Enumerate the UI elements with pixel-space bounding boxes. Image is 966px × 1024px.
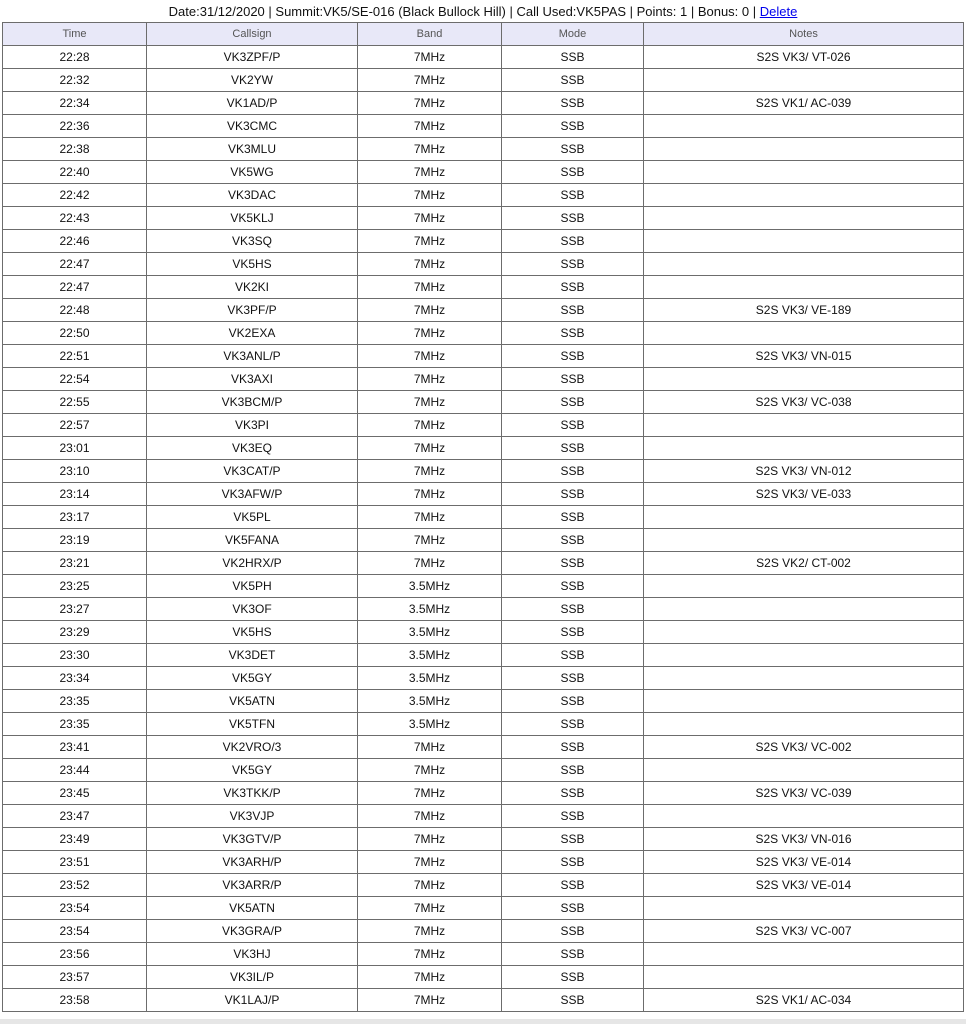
cell-mode: SSB	[502, 46, 644, 69]
cell-band: 7MHz	[358, 897, 502, 920]
cell-mode: SSB	[502, 575, 644, 598]
cell-notes	[644, 184, 964, 207]
column-header-band: Band	[358, 23, 502, 46]
cell-mode: SSB	[502, 851, 644, 874]
cell-mode: SSB	[502, 138, 644, 161]
cell-mode: SSB	[502, 529, 644, 552]
cell-time: 23:35	[3, 713, 147, 736]
cell-time: 23:21	[3, 552, 147, 575]
table-row	[3, 69, 964, 92]
cell-time: 22:50	[3, 322, 147, 345]
cell-callsign: VK5ATN	[147, 897, 358, 920]
table-header-row	[3, 23, 964, 46]
cell-notes	[644, 322, 964, 345]
cell-notes: S2S VK3/ VC-038	[644, 391, 964, 414]
cell-band: 7MHz	[358, 943, 502, 966]
cell-mode: SSB	[502, 966, 644, 989]
cell-notes	[644, 368, 964, 391]
cell-notes	[644, 966, 964, 989]
cell-callsign: VK3BCM/P	[147, 391, 358, 414]
cell-band: 7MHz	[358, 161, 502, 184]
cell-notes: S2S VK3/ VE-014	[644, 874, 964, 897]
table-row	[3, 598, 964, 621]
cell-notes	[644, 207, 964, 230]
cell-band: 7MHz	[358, 966, 502, 989]
cell-callsign: VK3SQ	[147, 230, 358, 253]
cell-band: 3.5MHz	[358, 575, 502, 598]
table-row	[3, 690, 964, 713]
cell-callsign: VK3ANL/P	[147, 345, 358, 368]
cell-notes: S2S VK1/ AC-034	[644, 989, 964, 1012]
cell-band: 7MHz	[358, 759, 502, 782]
cell-notes	[644, 644, 964, 667]
table-row	[3, 552, 964, 575]
cell-callsign: VK5PH	[147, 575, 358, 598]
cell-time: 22:43	[3, 207, 147, 230]
cell-mode: SSB	[502, 736, 644, 759]
column-header-callsign: Callsign	[147, 23, 358, 46]
cell-mode: SSB	[502, 828, 644, 851]
table-row	[3, 368, 964, 391]
cell-callsign: VK3ZPF/P	[147, 46, 358, 69]
cell-band: 7MHz	[358, 92, 502, 115]
cell-band: 7MHz	[358, 46, 502, 69]
cell-callsign: VK5PL	[147, 506, 358, 529]
cell-notes	[644, 897, 964, 920]
table-row	[3, 184, 964, 207]
cell-mode: SSB	[502, 506, 644, 529]
table-row	[3, 759, 964, 782]
cell-notes	[644, 575, 964, 598]
cell-callsign: VK5HS	[147, 621, 358, 644]
cell-time: 23:27	[3, 598, 147, 621]
cell-band: 7MHz	[358, 345, 502, 368]
cell-callsign: VK3MLU	[147, 138, 358, 161]
cell-callsign: VK3PF/P	[147, 299, 358, 322]
cell-band: 7MHz	[358, 506, 502, 529]
cell-mode: SSB	[502, 368, 644, 391]
table-row	[3, 46, 964, 69]
cell-band: 7MHz	[358, 483, 502, 506]
cell-time: 22:34	[3, 92, 147, 115]
cell-band: 7MHz	[358, 391, 502, 414]
cell-mode: SSB	[502, 483, 644, 506]
cell-notes	[644, 713, 964, 736]
cell-callsign: VK5TFN	[147, 713, 358, 736]
delete-link[interactable]: Delete	[759, 4, 798, 19]
cell-callsign: VK2KI	[147, 276, 358, 299]
cell-time: 23:01	[3, 437, 147, 460]
cell-notes: S2S VK3/ VE-033	[644, 483, 964, 506]
cell-band: 7MHz	[358, 529, 502, 552]
cell-mode: SSB	[502, 897, 644, 920]
cell-time: 22:57	[3, 414, 147, 437]
cell-callsign: VK1LAJ/P	[147, 989, 358, 1012]
activation-summary-text: Date:31/12/2020 | Summit:VK5/SE-016 (Black Bullock Hill) | Call Used:VK5PAS | Points: 1 | Bonus: 0 |	[168, 4, 760, 19]
table-row	[3, 460, 964, 483]
cell-time: 22:47	[3, 253, 147, 276]
cell-callsign: VK3AFW/P	[147, 483, 358, 506]
cell-mode: SSB	[502, 322, 644, 345]
qso-log-body	[3, 46, 964, 1012]
cell-time: 23:35	[3, 690, 147, 713]
cell-mode: SSB	[502, 989, 644, 1012]
cell-callsign: VK5GY	[147, 667, 358, 690]
cell-mode: SSB	[502, 253, 644, 276]
cell-mode: SSB	[502, 759, 644, 782]
cell-mode: SSB	[502, 299, 644, 322]
table-row	[3, 161, 964, 184]
cell-time: 22:42	[3, 184, 147, 207]
cell-notes	[644, 506, 964, 529]
cell-callsign: VK5ATN	[147, 690, 358, 713]
cell-band: 7MHz	[358, 414, 502, 437]
cell-callsign: VK3ARR/P	[147, 874, 358, 897]
cell-band: 3.5MHz	[358, 667, 502, 690]
table-row	[3, 115, 964, 138]
table-row	[3, 322, 964, 345]
cell-callsign: VK3DAC	[147, 184, 358, 207]
cell-band: 7MHz	[358, 322, 502, 345]
cell-mode: SSB	[502, 437, 644, 460]
cell-mode: SSB	[502, 598, 644, 621]
cell-notes	[644, 253, 964, 276]
cell-callsign: VK2HRX/P	[147, 552, 358, 575]
cell-callsign: VK3PI	[147, 414, 358, 437]
table-row	[3, 529, 964, 552]
cell-time: 22:55	[3, 391, 147, 414]
cell-callsign: VK5GY	[147, 759, 358, 782]
cell-mode: SSB	[502, 460, 644, 483]
cell-callsign: VK3ARH/P	[147, 851, 358, 874]
cell-mode: SSB	[502, 391, 644, 414]
cell-time: 23:34	[3, 667, 147, 690]
table-row	[3, 414, 964, 437]
cell-band: 3.5MHz	[358, 713, 502, 736]
cell-time: 22:46	[3, 230, 147, 253]
cell-mode: SSB	[502, 644, 644, 667]
cell-band: 7MHz	[358, 253, 502, 276]
cell-band: 7MHz	[358, 828, 502, 851]
cell-time: 22:28	[3, 46, 147, 69]
cell-notes	[644, 115, 964, 138]
cell-callsign: VK3HJ	[147, 943, 358, 966]
cell-callsign: VK3CMC	[147, 115, 358, 138]
cell-band: 7MHz	[358, 552, 502, 575]
table-row	[3, 943, 964, 966]
cell-callsign: VK2VRO/3	[147, 736, 358, 759]
cell-band: 7MHz	[358, 207, 502, 230]
cell-mode: SSB	[502, 69, 644, 92]
cell-time: 22:47	[3, 276, 147, 299]
cell-notes	[644, 138, 964, 161]
cell-band: 7MHz	[358, 299, 502, 322]
cell-band: 7MHz	[358, 851, 502, 874]
cell-notes: S2S VK3/ VT-026	[644, 46, 964, 69]
cell-time: 23:41	[3, 736, 147, 759]
cell-band: 7MHz	[358, 138, 502, 161]
cell-band: 7MHz	[358, 276, 502, 299]
table-row	[3, 276, 964, 299]
cell-callsign: VK1AD/P	[147, 92, 358, 115]
cell-time: 23:54	[3, 897, 147, 920]
table-row	[3, 253, 964, 276]
cell-mode: SSB	[502, 345, 644, 368]
table-row	[3, 828, 964, 851]
cell-time: 23:44	[3, 759, 147, 782]
cell-time: 23:17	[3, 506, 147, 529]
cell-time: 22:32	[3, 69, 147, 92]
cell-notes	[644, 690, 964, 713]
cell-notes: S2S VK1/ AC-039	[644, 92, 964, 115]
cell-notes: S2S VK3/ VN-012	[644, 460, 964, 483]
table-row	[3, 575, 964, 598]
cell-time: 23:56	[3, 943, 147, 966]
cell-notes: S2S VK2/ CT-002	[644, 552, 964, 575]
cell-band: 3.5MHz	[358, 690, 502, 713]
cell-mode: SSB	[502, 667, 644, 690]
cell-band: 7MHz	[358, 920, 502, 943]
cell-callsign: VK3CAT/P	[147, 460, 358, 483]
cell-callsign: VK5FANA	[147, 529, 358, 552]
activation-summary-header	[0, 0, 966, 22]
table-row	[3, 782, 964, 805]
cell-callsign: VK3IL/P	[147, 966, 358, 989]
cell-mode: SSB	[502, 414, 644, 437]
cell-band: 7MHz	[358, 782, 502, 805]
cell-time: 23:25	[3, 575, 147, 598]
cell-time: 23:51	[3, 851, 147, 874]
table-row	[3, 667, 964, 690]
table-row	[3, 713, 964, 736]
table-row	[3, 897, 964, 920]
table-row	[3, 230, 964, 253]
cell-notes: S2S VK3/ VE-189	[644, 299, 964, 322]
cell-callsign: VK3EQ	[147, 437, 358, 460]
cell-time: 23:52	[3, 874, 147, 897]
cell-time: 23:49	[3, 828, 147, 851]
cell-notes	[644, 805, 964, 828]
table-row	[3, 621, 964, 644]
cell-notes	[644, 437, 964, 460]
cell-band: 7MHz	[358, 230, 502, 253]
cell-callsign: VK3GTV/P	[147, 828, 358, 851]
cell-notes: S2S VK3/ VN-016	[644, 828, 964, 851]
table-row	[3, 299, 964, 322]
cell-time: 22:40	[3, 161, 147, 184]
cell-callsign: VK3GRA/P	[147, 920, 358, 943]
cell-mode: SSB	[502, 943, 644, 966]
cell-notes	[644, 598, 964, 621]
table-row	[3, 805, 964, 828]
cell-band: 3.5MHz	[358, 598, 502, 621]
cell-notes	[644, 276, 964, 299]
cell-callsign: VK5KLJ	[147, 207, 358, 230]
cell-notes	[644, 759, 964, 782]
cell-time: 23:30	[3, 644, 147, 667]
cell-time: 23:47	[3, 805, 147, 828]
table-row	[3, 506, 964, 529]
table-row	[3, 966, 964, 989]
cell-time: 22:51	[3, 345, 147, 368]
cell-time: 23:45	[3, 782, 147, 805]
cell-time: 22:36	[3, 115, 147, 138]
cell-time: 23:57	[3, 966, 147, 989]
cell-notes: S2S VK3/ VC-007	[644, 920, 964, 943]
cell-mode: SSB	[502, 782, 644, 805]
table-row	[3, 138, 964, 161]
cell-notes	[644, 230, 964, 253]
table-row	[3, 207, 964, 230]
cell-band: 7MHz	[358, 115, 502, 138]
cell-notes	[644, 414, 964, 437]
cell-band: 7MHz	[358, 69, 502, 92]
cell-band: 3.5MHz	[358, 644, 502, 667]
table-row	[3, 345, 964, 368]
cell-notes	[644, 161, 964, 184]
cell-band: 7MHz	[358, 736, 502, 759]
cell-time: 23:54	[3, 920, 147, 943]
cell-callsign: VK2YW	[147, 69, 358, 92]
cell-mode: SSB	[502, 690, 644, 713]
cell-mode: SSB	[502, 161, 644, 184]
table-row	[3, 736, 964, 759]
cell-callsign: VK3VJP	[147, 805, 358, 828]
cell-band: 7MHz	[358, 874, 502, 897]
cell-mode: SSB	[502, 621, 644, 644]
table-row	[3, 644, 964, 667]
cell-callsign: VK3OF	[147, 598, 358, 621]
column-header-time: Time	[3, 23, 147, 46]
cell-notes: S2S VK3/ VN-015	[644, 345, 964, 368]
table-row	[3, 920, 964, 943]
cell-time: 23:14	[3, 483, 147, 506]
table-row	[3, 989, 964, 1012]
cell-time: 22:38	[3, 138, 147, 161]
table-row	[3, 437, 964, 460]
cell-band: 7MHz	[358, 460, 502, 483]
cell-callsign: VK2EXA	[147, 322, 358, 345]
cell-band: 7MHz	[358, 184, 502, 207]
column-header-mode: Mode	[502, 23, 644, 46]
cell-band: 7MHz	[358, 989, 502, 1012]
cell-notes: S2S VK3/ VE-014	[644, 851, 964, 874]
cell-mode: SSB	[502, 276, 644, 299]
cell-mode: SSB	[502, 920, 644, 943]
cell-mode: SSB	[502, 92, 644, 115]
cell-notes: S2S VK3/ VC-002	[644, 736, 964, 759]
cell-callsign: VK3AXI	[147, 368, 358, 391]
cell-band: 7MHz	[358, 368, 502, 391]
cell-notes	[644, 667, 964, 690]
cell-mode: SSB	[502, 115, 644, 138]
cell-notes	[644, 621, 964, 644]
column-header-notes: Notes	[644, 23, 964, 46]
cell-notes	[644, 943, 964, 966]
cell-callsign: VK3TKK/P	[147, 782, 358, 805]
table-row	[3, 391, 964, 414]
table-row	[3, 483, 964, 506]
table-row	[3, 92, 964, 115]
cell-band: 7MHz	[358, 805, 502, 828]
cell-time: 22:48	[3, 299, 147, 322]
cell-band: 7MHz	[358, 437, 502, 460]
cell-callsign: VK3DET	[147, 644, 358, 667]
cell-time: 22:54	[3, 368, 147, 391]
cell-callsign: VK5WG	[147, 161, 358, 184]
table-row	[3, 851, 964, 874]
cell-time: 23:58	[3, 989, 147, 1012]
cell-notes	[644, 69, 964, 92]
cell-time: 23:19	[3, 529, 147, 552]
window-bottom-edge	[0, 1019, 966, 1024]
cell-mode: SSB	[502, 874, 644, 897]
cell-mode: SSB	[502, 207, 644, 230]
cell-band: 3.5MHz	[358, 621, 502, 644]
cell-mode: SSB	[502, 230, 644, 253]
cell-callsign: VK5HS	[147, 253, 358, 276]
cell-time: 23:10	[3, 460, 147, 483]
cell-time: 23:29	[3, 621, 147, 644]
cell-mode: SSB	[502, 552, 644, 575]
cell-notes: S2S VK3/ VC-039	[644, 782, 964, 805]
cell-mode: SSB	[502, 184, 644, 207]
cell-notes	[644, 529, 964, 552]
table-row	[3, 874, 964, 897]
qso-log-table	[2, 22, 964, 1012]
cell-mode: SSB	[502, 713, 644, 736]
cell-mode: SSB	[502, 805, 644, 828]
